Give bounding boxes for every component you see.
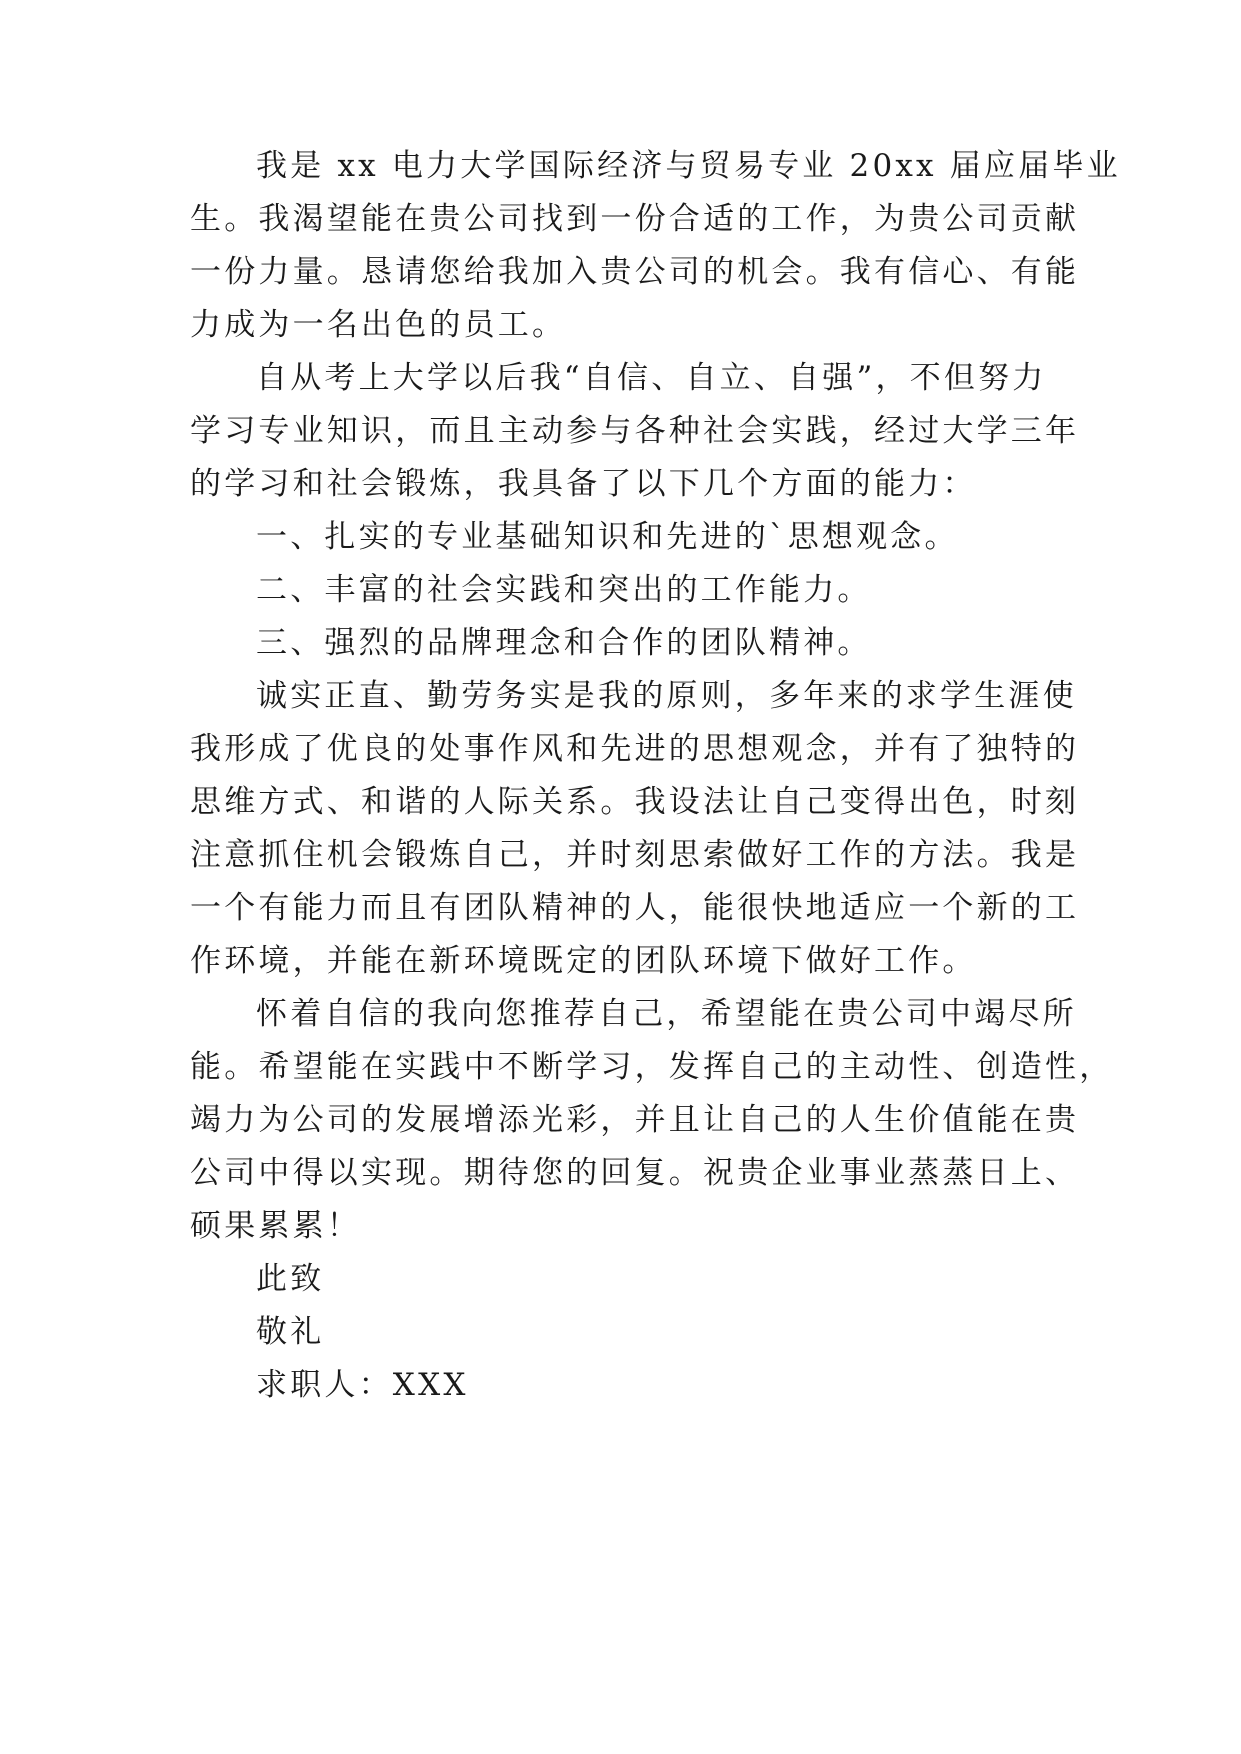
paragraph-1-line: 力成为一名出色的员工。	[190, 307, 567, 343]
paragraph-3-line: 注意抓住机会锻炼自己，并时刻思索做好工作的方法。我是	[190, 837, 1080, 873]
paragraph-4-line: 公司中得以实现。期待您的回复。祝贵企业事业蒸蒸日上、	[190, 1155, 1080, 1191]
ability-item: 三、强烈的品牌理念和合作的团队精神。	[256, 625, 872, 661]
paragraph-4-line: 能。希望能在实践中不断学习，发挥自己的主动性、创造性，	[190, 1049, 1114, 1085]
paragraph-2-line: 的学习和社会锻炼，我具备了以下几个方面的能力：	[190, 466, 977, 502]
paragraph-3-line: 诚实正直、勤劳务实是我的原则，多年来的求学生涯使	[256, 678, 1077, 714]
paragraph-4-line: 硕果累累！	[190, 1208, 361, 1244]
paragraph-2-line: 自从考上大学以后我“自信、自立、自强”，不但努力	[256, 360, 1047, 396]
paragraph-4-line: 竭力为公司的发展增添光彩，并且让自己的人生价值能在贵	[190, 1102, 1080, 1138]
ability-item: 二、丰富的社会实践和突出的工作能力。	[256, 572, 872, 608]
closing-regards: 敬礼	[256, 1314, 325, 1350]
paragraph-3-line: 一个有能力而且有团队精神的人，能很快地适应一个新的工	[190, 890, 1080, 926]
paragraph-4-line: 怀着自信的我向您推荐自己，希望能在贵公司中竭尽所	[256, 996, 1077, 1032]
paragraph-3-line: 作环境，并能在新环境既定的团队环境下做好工作。	[190, 943, 977, 979]
paragraph-2-line: 学习专业知识，而且主动参与各种社会实践，经过大学三年	[190, 413, 1080, 449]
signature: 求职人：XXX	[256, 1367, 469, 1403]
paragraph-1-line: 我是 xx 电力大学国际经济与贸易专业 20xx 届应届毕业	[256, 148, 1121, 184]
closing-salutation: 此致	[256, 1261, 325, 1297]
paragraph-3-line: 思维方式、和谐的人际关系。我设法让自己变得出色，时刻	[190, 784, 1080, 820]
paragraph-1-line: 生。我渴望能在贵公司找到一份合适的工作，为贵公司贡献	[190, 201, 1080, 237]
ability-item: 一、扎实的专业基础知识和先进的`思想观念。	[256, 519, 959, 555]
paragraph-3-line: 我形成了优良的处事作风和先进的思想观念，并有了独特的	[190, 731, 1080, 767]
paragraph-1-line: 一份力量。恳请您给我加入贵公司的机会。我有信心、有能	[190, 254, 1080, 290]
